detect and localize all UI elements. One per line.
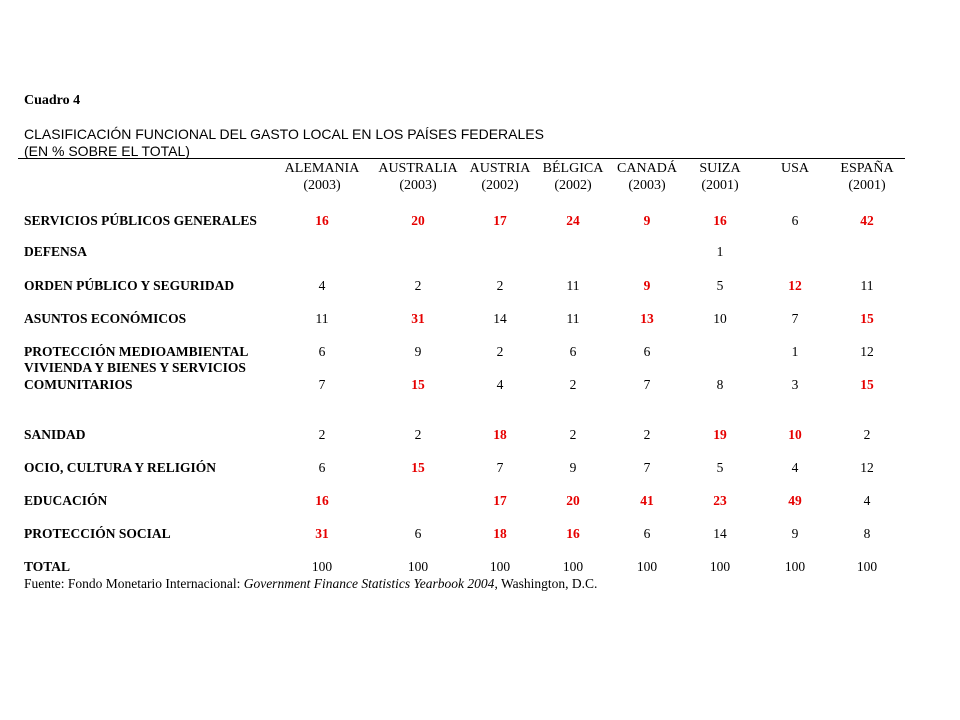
- table-cell: 2: [569, 427, 577, 442]
- source-suffix: , Washington, D.C.: [494, 576, 598, 591]
- table-cell: 7: [496, 460, 504, 475]
- table-cell: 6: [643, 344, 651, 359]
- table-cell: 10: [713, 311, 727, 326]
- table-cell: 3: [791, 377, 799, 392]
- source-note: [24, 576, 597, 592]
- column-header: [282, 160, 362, 194]
- table-cell: 8: [863, 526, 871, 541]
- table-caption: Cuadro 4: [24, 93, 81, 108]
- table-cell: 15: [411, 460, 425, 475]
- column-name: USA: [780, 161, 809, 176]
- table-cell: 2: [414, 427, 422, 442]
- column-header: [607, 160, 687, 194]
- row-label: EDUCACIÓN: [24, 493, 108, 508]
- table-cell: 1: [716, 244, 724, 259]
- source-prefix: Fuente: Fondo Monetario Internacional:: [24, 576, 244, 591]
- table-cell: 41: [640, 493, 654, 508]
- table-cell: 6: [569, 344, 577, 359]
- table-cell: 7: [318, 377, 326, 392]
- table-cell: 9: [569, 460, 577, 475]
- column-name: ALEMANIA: [284, 161, 360, 176]
- row-label: DEFENSA: [24, 244, 88, 259]
- table-cell: 4: [791, 460, 799, 475]
- table-cell: 6: [318, 344, 326, 359]
- table-cell: 18: [493, 526, 507, 541]
- table-cell: 4: [318, 278, 326, 293]
- table-cell: 24: [566, 213, 580, 228]
- table-cell: 7: [643, 460, 651, 475]
- table-cell: 100: [311, 559, 333, 574]
- table-cell: 16: [713, 213, 727, 228]
- table-cell: 100: [709, 559, 731, 574]
- table-cell: 31: [411, 311, 425, 326]
- column-name: AUSTRALIA: [378, 161, 458, 176]
- table-cell: 5: [716, 460, 724, 475]
- row-label: ORDEN PÚBLICO Y SEGURIDAD: [24, 278, 235, 293]
- column-name: CANADÁ: [617, 161, 677, 176]
- row-label: TOTAL: [24, 559, 71, 574]
- column-year: (2002): [554, 178, 592, 193]
- table-cell: 9: [791, 526, 799, 541]
- column-header: [680, 160, 760, 194]
- table-cell: 13: [640, 311, 654, 326]
- table-cell: 100: [407, 559, 429, 574]
- table-cell: 23: [713, 493, 727, 508]
- table-cell: 6: [791, 213, 799, 228]
- table-cell: 11: [315, 311, 329, 326]
- table-cell: 10: [788, 427, 802, 442]
- table-cell: 100: [636, 559, 658, 574]
- table-cell: 100: [784, 559, 806, 574]
- column-year: (2003): [303, 178, 341, 193]
- column-header: [755, 160, 835, 177]
- table-cell: 14: [713, 526, 727, 541]
- table-cell: 15: [860, 377, 874, 392]
- table-cell: 2: [643, 427, 651, 442]
- table-cell: 20: [411, 213, 425, 228]
- table-cell: 14: [493, 311, 507, 326]
- table-cell: 12: [788, 278, 802, 293]
- table-cell: 4: [863, 493, 871, 508]
- table-cell: 11: [566, 311, 580, 326]
- table-cell: 11: [566, 278, 580, 293]
- column-name: BÉLGICA: [542, 161, 604, 176]
- table-cell: 16: [315, 493, 329, 508]
- table-cell: 2: [318, 427, 326, 442]
- table-cell: 100: [856, 559, 878, 574]
- table-cell: 9: [414, 344, 422, 359]
- table-cell: 1: [791, 344, 799, 359]
- column-headers: [0, 160, 960, 196]
- table-cell: 20: [566, 493, 580, 508]
- table-cell: 12: [860, 460, 874, 475]
- column-header: [460, 160, 540, 194]
- column-header: [533, 160, 613, 194]
- row-label-continued: COMUNITARIOS: [24, 377, 133, 392]
- table-cell: 2: [496, 278, 504, 293]
- row-label: PROTECCIÓN MEDIOAMBIENTAL: [24, 344, 249, 359]
- table-cell: 15: [411, 377, 425, 392]
- table-cell: 5: [716, 278, 724, 293]
- row-label: PROTECCIÓN SOCIAL: [24, 526, 171, 541]
- table-cell: 11: [860, 278, 874, 293]
- table-cell: 7: [643, 377, 651, 392]
- row-label: VIVIENDA Y BIENES Y SERVICIOS: [24, 360, 246, 375]
- table-cell: 19: [713, 427, 727, 442]
- column-year: (2002): [481, 178, 519, 193]
- table-cell: 31: [315, 526, 329, 541]
- header-rule: [18, 158, 905, 159]
- table-cell: 2: [496, 344, 504, 359]
- table-subtitle: (EN % SOBRE EL TOTAL): [24, 143, 190, 159]
- column-year: (2003): [628, 178, 666, 193]
- table-cell: 18: [493, 427, 507, 442]
- table-cell: 16: [315, 213, 329, 228]
- table-cell: 2: [569, 377, 577, 392]
- column-year: (2001): [701, 178, 739, 193]
- table-cell: 42: [860, 213, 874, 228]
- table-cell: 17: [493, 213, 507, 228]
- column-year: (2001): [848, 178, 886, 193]
- table-cell: 9: [643, 213, 651, 228]
- row-label: ASUNTOS ECONÓMICOS: [24, 311, 187, 326]
- row-label: OCIO, CULTURA Y RELIGIÓN: [24, 460, 217, 475]
- row-label: SANIDAD: [24, 427, 86, 442]
- table-cell: 6: [643, 526, 651, 541]
- column-name: SUIZA: [699, 161, 741, 176]
- table-cell: 4: [496, 377, 504, 392]
- source-title: Government Finance Statistics Yearbook 2004: [243, 576, 495, 591]
- table-cell: 2: [414, 278, 422, 293]
- table-cell: 49: [788, 493, 802, 508]
- table-cell: 7: [791, 311, 799, 326]
- column-year: (2003): [399, 178, 437, 193]
- table-cell: 9: [643, 278, 651, 293]
- table-cell: 6: [318, 460, 326, 475]
- table-cell: 17: [493, 493, 507, 508]
- table-title: CLASIFICACIÓN FUNCIONAL DEL GASTO LOCAL EN LOS PAÍSES FEDERALES: [24, 126, 544, 142]
- table-cell: 16: [566, 526, 580, 541]
- column-header: [378, 160, 458, 194]
- table-cell: 100: [562, 559, 584, 574]
- table-cell: 6: [414, 526, 422, 541]
- column-name: AUSTRIA: [469, 161, 531, 176]
- row-label: SERVICIOS PÚBLICOS GENERALES: [24, 213, 257, 228]
- table-cell: 2: [863, 427, 871, 442]
- column-name: ESPAÑA: [840, 161, 894, 176]
- table-cell: 100: [489, 559, 511, 574]
- table-cell: 15: [860, 311, 874, 326]
- column-header: [827, 160, 907, 194]
- table-cell: 12: [860, 344, 874, 359]
- table-cell: 8: [716, 377, 724, 392]
